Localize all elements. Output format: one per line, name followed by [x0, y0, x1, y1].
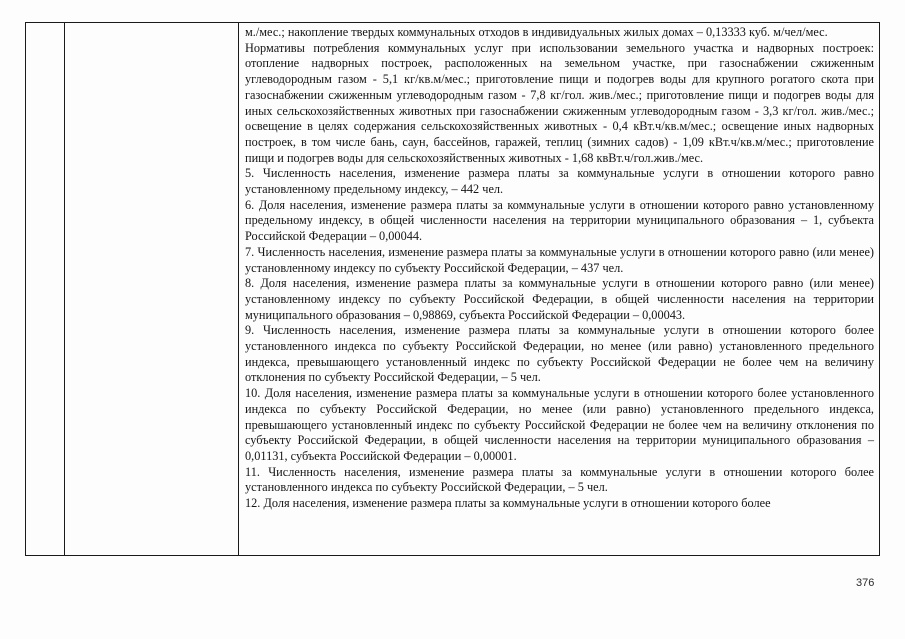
paragraph: м./мес.; накопление твердых коммунальных отходов в индивидуальных жилых домах – 0,13333 куб. м/чел/мес.: [245, 25, 828, 39]
table-cell-name: [65, 23, 239, 556]
paragraph: 9. Численность населения, изменение размера платы за коммунальные услуги в отношении которого более установленного индекса по субъекту Российской Федерации, но менее (или равно) установленного предельного индекса, превышающего установленный индекс по субъекту Российской Федерации не более чем на величину отклонения по субъекту Российской Федерации, – 5 чел.: [245, 323, 874, 385]
page-number: 376: [856, 577, 875, 589]
paragraph: 6. Доля населения, изменение размера платы за коммунальные услуги в отношении которого равно установленному предельному индексу, в общей численности населения на территории муниципального образования – 1, субъекта Российской Федерации – 0,00044.: [245, 197, 874, 244]
document-table: [25, 22, 880, 556]
paragraph: 8. Доля населения, изменение размера платы за коммунальные услуги в отношении которого равно (или менее) установленному индексу по субъекту Российской Федерации, в общей численности населения на территории муниципального образования – 0,98869, субъекта Российской Федерации – 0,00043.: [245, 276, 874, 322]
table-cell-text: [239, 23, 880, 556]
paragraph: 11. Численность населения, изменение размера платы за коммунальные услуги в отношении которого более установленного индекса по субъекту Российской Федерации, – 5 чел.: [245, 464, 874, 495]
paragraph: 5. Численность населения, изменение размера платы за коммунальные услуги в отношении которого равно установленному предельному индексу, – 442 чел.: [245, 166, 874, 197]
paragraph: Нормативы потребления коммунальных услуг при использовании земельного участка и надворных построек: отопление надворных построек, расположенных на земельном участке, при газоснабжении сжиженным углеводородным газом - 5,1 кг/кв.м/мес.; приготовление пищи и подогрев воды для крупного рогатого скота при газоснабжении сжиженным углеводородным газом - 7,8 кг/гол. жив./мес.; приготовление пищи и подогрев воды для иных сельскохозяйственных животных при газоснабжении сжиженным углеводородным газом - 3,3 кг/гол. жив./мес.; освещение в целях содержания сельскохозяйственных животных - 0,4 кВт.ч/кв.м/мес.; освещение иных надворных построек, в том числе бань, саун, бассейнов, гаражей, теплиц (зимних садов) - 1,09 кВт.ч/кв.м/мес.; приготовление пищи и подогрев воды для сельскохозяйственных животных - 1,68 квВт.ч/гол.жив./мес.: [245, 40, 874, 165]
paragraph: 7. Численность населения, изменение размера платы за коммунальные услуги в отношении которого равно (или менее) установленному индексу по субъекту Российской Федерации, – 437 чел.: [245, 244, 874, 275]
paragraph: 12. Доля населения, изменение размера платы за коммунальные услуги в отношении которого более: [245, 496, 771, 511]
table-cell-number: [26, 23, 65, 556]
table-row: [26, 23, 880, 556]
paragraph: 10. Доля населения, изменение размера платы за коммунальные услуги в отношении которого более установленного индекса по субъекту Российской Федерации, но менее (или равно) установленного предельного индекса, превышающего установленный индекс по субъекту Российской Федерации не более чем на величину отклонения по субъекту Российской Федерации, в общей численности населения на территории муниципального образования – 0,01131, субъекта Российской Федерации – 0,00001.: [245, 386, 874, 463]
